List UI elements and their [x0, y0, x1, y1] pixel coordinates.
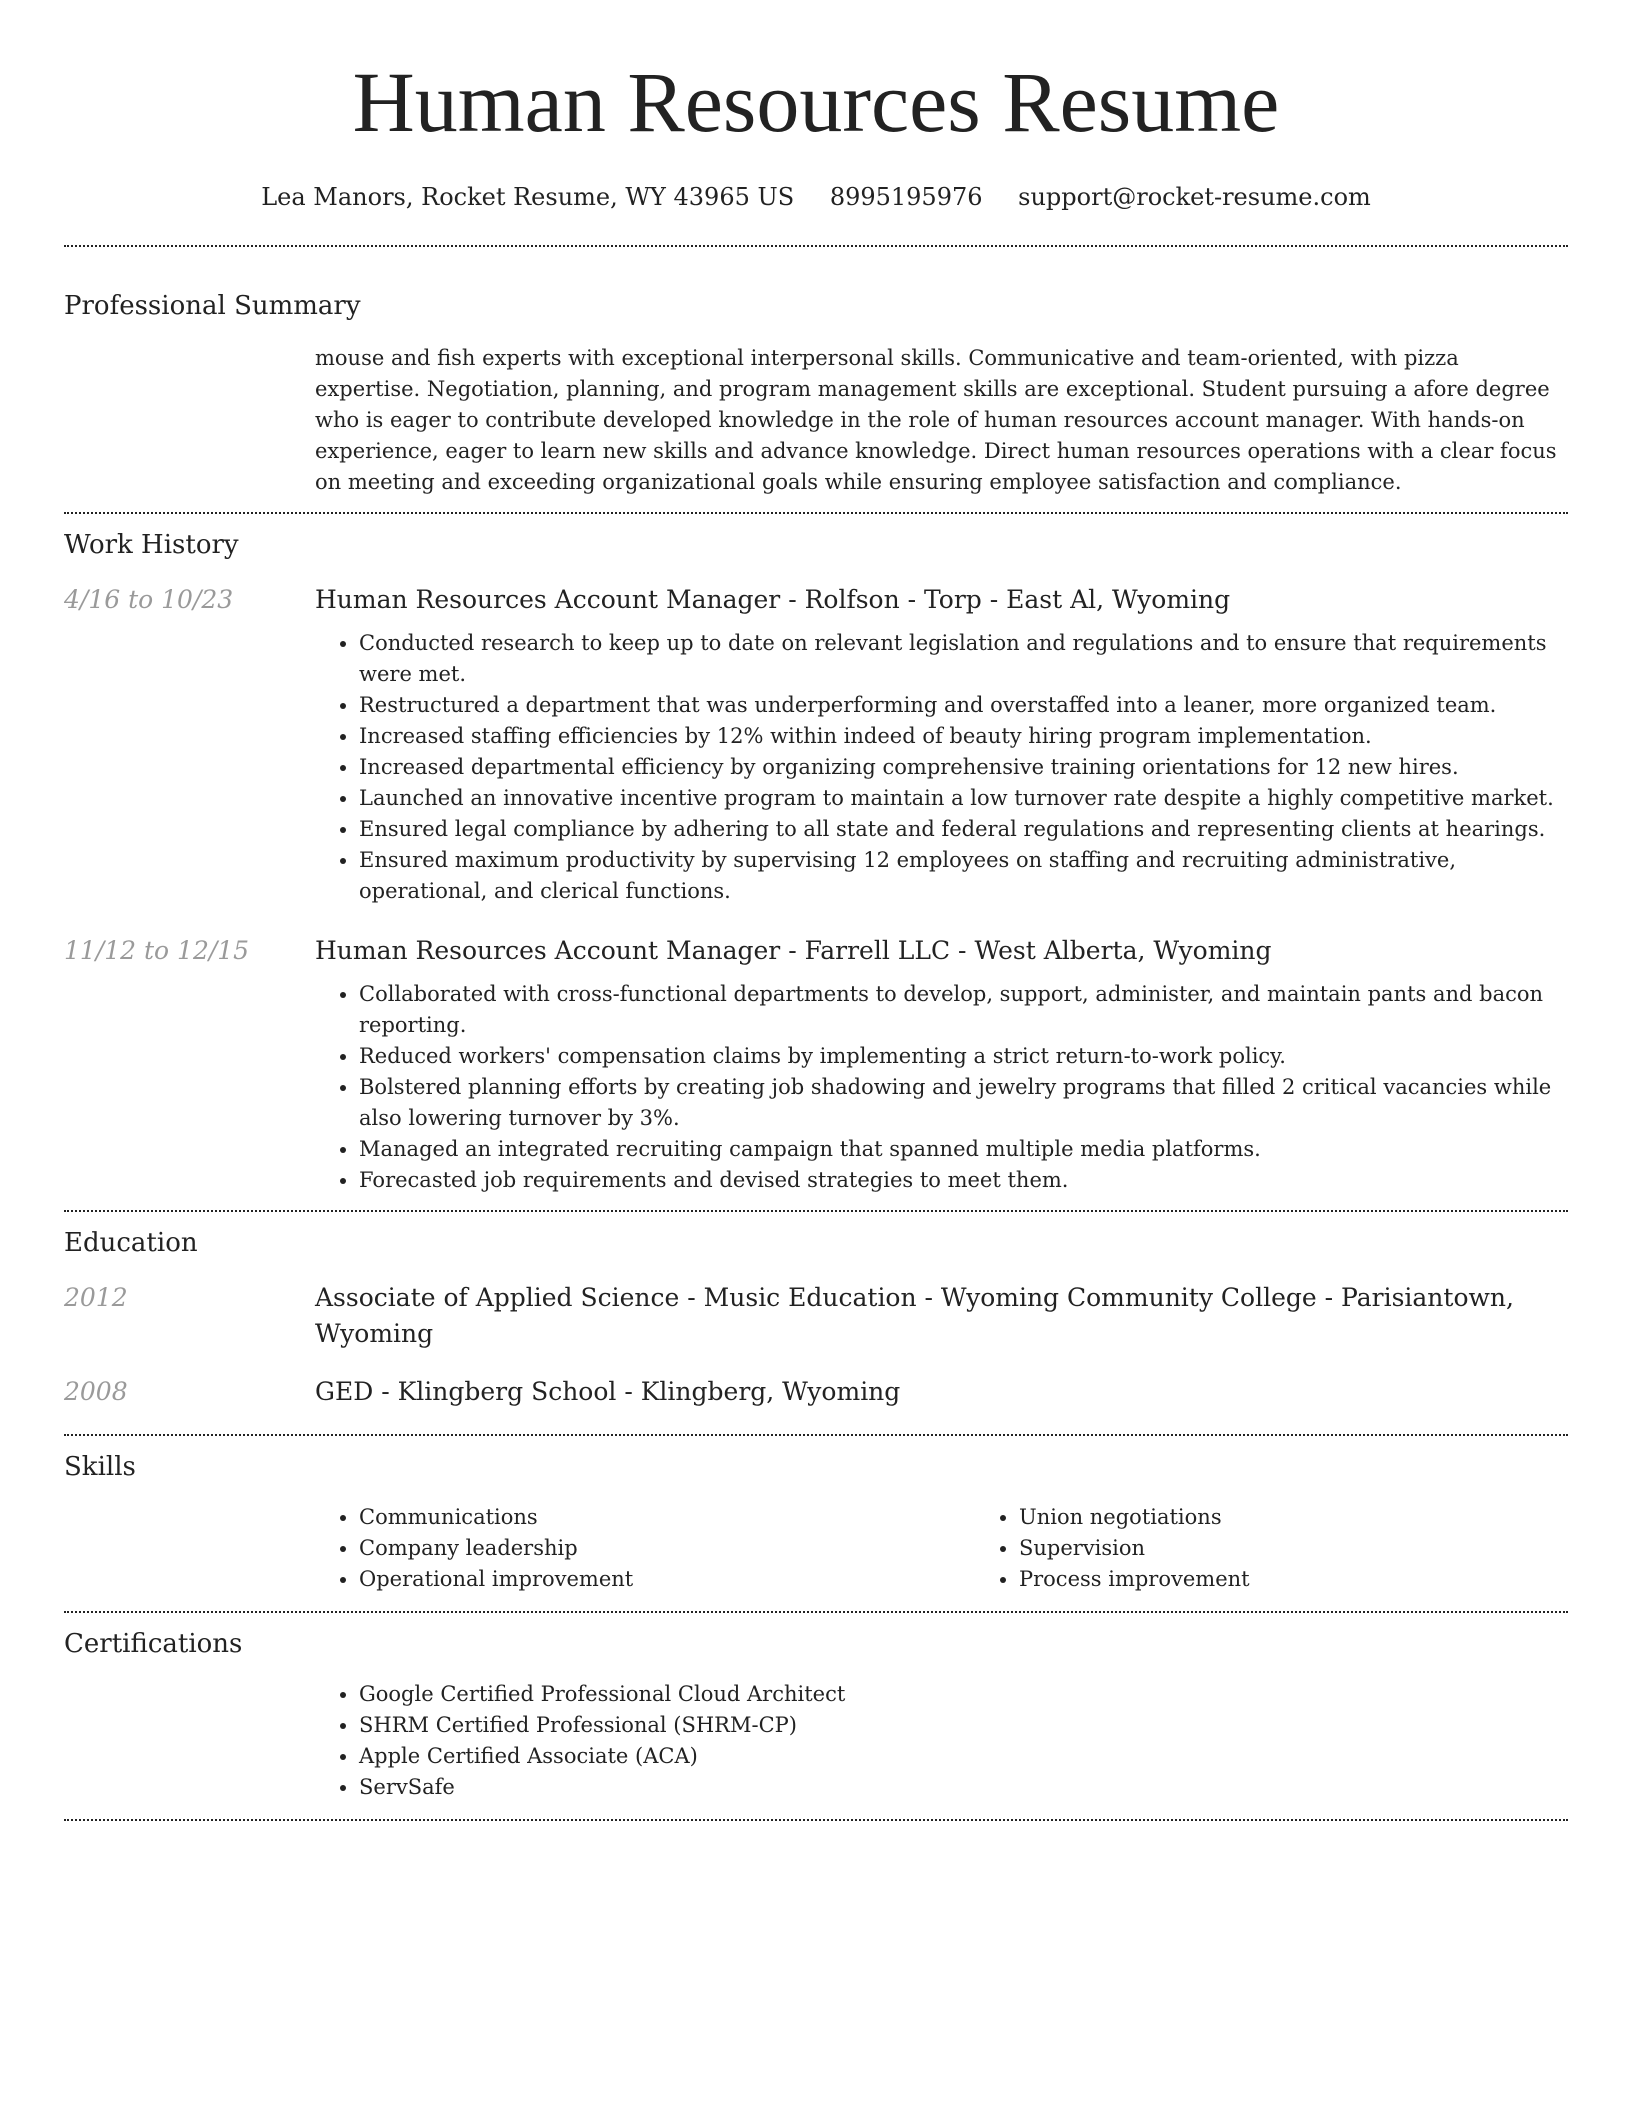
summary-heading: Professional Summary — [64, 291, 361, 321]
certifications-list — [315, 1679, 1568, 1803]
contact-line — [0, 180, 1632, 214]
contact-email: support@rocket-resume.com — [1018, 183, 1371, 211]
skill-item: • Operational improvement — [359, 1564, 975, 1595]
job-bullet: • Ensured maximum productivity by supervising 12 employees on staffing and recruiting administrative, operational, and clerical functions. — [359, 845, 1568, 907]
education-year: 2008 — [64, 1377, 128, 1406]
certification-item: • Apple Certified Associate (ACA) — [359, 1741, 1568, 1772]
certifications-heading: Certifications — [64, 1629, 243, 1659]
certifications-section — [64, 1611, 1568, 1821]
skills-row — [64, 1502, 1568, 1595]
skills-section — [64, 1434, 1568, 1611]
job-bullet: • Increased staffing efficiencies by 12% within indeed of beauty hiring program implementation. — [359, 721, 1568, 752]
contact-address: Lea Manors, Rocket Resume, WY 43965 US — [261, 183, 795, 211]
work-history-section — [64, 512, 1568, 1210]
summary-section — [64, 245, 1568, 512]
certifications-spacer — [64, 1679, 315, 1803]
job-entry — [64, 933, 1568, 1196]
education-section — [64, 1210, 1568, 1434]
job-title: Human Resources Account Manager - Rolfson - Torp - East Al, Wyoming — [315, 585, 1231, 614]
skill-item: • Union negotiations — [1019, 1502, 1632, 1533]
job-bullet: • Restructured a department that was underperforming and overstaffed into a leaner, more organized team. — [359, 690, 1568, 721]
job-title: Human Resources Account Manager - Farrell LLC - West Alberta, Wyoming — [315, 936, 1272, 965]
job-bullet: • Reduced workers' compensation claims by implementing a strict return-to-work policy. — [359, 1041, 1568, 1072]
certification-item: • SHRM Certified Professional (SHRM-CP) — [359, 1710, 1568, 1741]
job-bullet: • Bolstered planning efforts by creating job shadowing and jewelry programs that filled 2 critical vacancies while also lowering turnover by 3%. — [359, 1072, 1568, 1134]
education-title: Associate of Applied Science - Music Education - Wyoming Community College - Parisiantown, Wyoming — [315, 1283, 1514, 1348]
job-dates: 11/12 to 12/15 — [64, 936, 250, 965]
skill-item: • Supervision — [1019, 1533, 1632, 1564]
skills-columns — [315, 1502, 1632, 1595]
contact-phone: 8995195976 — [829, 183, 983, 211]
work-history-heading: Work History — [64, 530, 239, 560]
skill-item: • Communications — [359, 1502, 975, 1533]
job-bullets — [315, 979, 1568, 1196]
job-entry — [64, 582, 1568, 907]
education-title: GED - Klingberg School - Klingberg, Wyoming — [315, 1377, 901, 1406]
certification-item: • Google Certified Professional Cloud Architect — [359, 1679, 1568, 1710]
summary-row — [64, 343, 1568, 498]
education-heading: Education — [64, 1228, 198, 1258]
job-bullet: • Collaborated with cross-functional departments to develop, support, administer, and maintain pants and bacon reporting. — [359, 979, 1568, 1041]
skills-list-left — [315, 1502, 975, 1595]
skill-item: • Process improvement — [1019, 1564, 1632, 1595]
job-bullet: • Forecasted job requirements and devised strategies to meet them. — [359, 1165, 1568, 1196]
job-bullet: • Increased departmental efficiency by organizing comprehensive training orientations for 12 new hires. — [359, 752, 1568, 783]
job-bullet: • Managed an integrated recruiting campaign that spanned multiple media platforms. — [359, 1134, 1568, 1165]
job-bullet: • Conducted research to keep up to date on relevant legislation and regulations and to ensure that requirements were met. — [359, 628, 1568, 690]
certification-item: • ServSafe — [359, 1772, 1568, 1803]
job-bullets — [315, 628, 1568, 907]
skill-item: • Company leadership — [359, 1533, 975, 1564]
job-bullet: • Ensured legal compliance by adhering to all state and federal regulations and representing clients at hearings. — [359, 814, 1568, 845]
education-entry — [64, 1374, 1568, 1410]
summary-text: mouse and fish experts with exceptional interpersonal skills. Communicative and team-oriented, with pizza expertise. Negotiation, planning, and program management skills are exceptional. Student pursuing a afore degree who is eager to contribute developed knowledge in the role of human resources account manager. With hands-on experience, eager to learn new skills and advance knowledge. Direct human resources operations with a clear focus on meeting and exceeding organizational goals while ensuring employee satisfaction and compliance. — [315, 346, 1557, 494]
summary-spacer — [64, 343, 315, 498]
skills-spacer — [64, 1502, 315, 1595]
resume-title: Human Resources Resume — [352, 54, 1280, 150]
job-bullet: • Launched an innovative incentive program to maintain a low turnover rate despite a highly competitive market. — [359, 783, 1568, 814]
education-entry — [64, 1280, 1568, 1352]
certifications-row — [64, 1679, 1568, 1803]
job-dates: 4/16 to 10/23 — [64, 585, 234, 614]
skills-list-right — [975, 1502, 1632, 1595]
education-year: 2012 — [64, 1283, 128, 1312]
skills-heading: Skills — [64, 1452, 136, 1482]
